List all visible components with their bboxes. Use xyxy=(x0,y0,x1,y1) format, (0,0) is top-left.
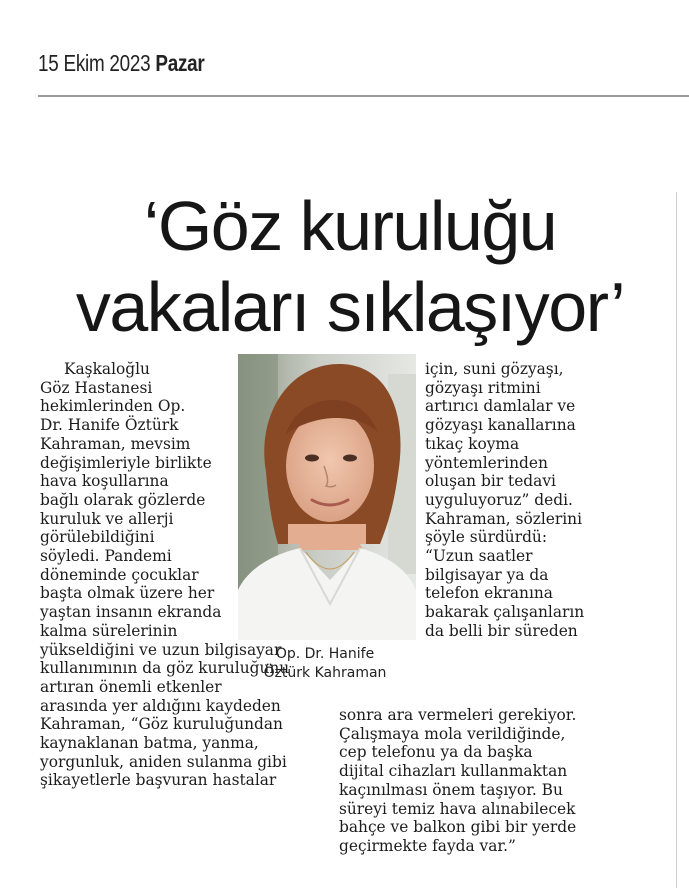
article-line: Kahraman, mevsim xyxy=(40,434,191,453)
article-right-column-top xyxy=(425,360,595,641)
article-line: bahçe ve balkon gibi bir yerde xyxy=(339,818,577,837)
headline xyxy=(40,186,660,348)
article-line: oluşan bir tedavi xyxy=(425,472,556,491)
article-line: bakarak çalışanların xyxy=(425,603,585,622)
article-line: geçirmekte fayda var.” xyxy=(339,836,516,855)
photo-caption xyxy=(245,645,405,683)
article-line: kullanımının da göz kuruluğunu xyxy=(40,659,290,678)
article-line: Göz Hastanesi xyxy=(40,378,153,397)
caption-line-1: Op. Dr. Hanife xyxy=(275,646,375,662)
article-line: bağlı olarak gözlerde xyxy=(40,490,206,509)
article-line: Kahraman, “Göz kuruluğundan xyxy=(40,715,283,734)
article-line: başta olmak üzere her xyxy=(40,584,215,603)
caption-line-2: Öztürk Kahraman xyxy=(263,665,387,681)
article-line: için, suni gözyaşı, xyxy=(425,360,564,378)
article-line: da belli bir süreden xyxy=(425,621,578,640)
header-rule xyxy=(38,95,689,97)
publication-day: Pazar xyxy=(155,50,205,76)
article-line: gözyaşı kanallarına xyxy=(425,416,576,435)
article-line: tıkaç koyma xyxy=(425,434,520,453)
article-line: kaynaklanan batma, yanma, xyxy=(40,734,259,753)
article-line: bilgisayar ya da xyxy=(425,565,549,584)
article-line: uyguluyoruz” dedi. xyxy=(425,490,573,509)
article-right-column-bottom xyxy=(339,706,639,856)
article-line: süreyi temiz hava alınabilecek xyxy=(339,799,576,818)
article-line: şikayetlerle başvuran hastalar xyxy=(40,771,277,790)
article-line: döneminde çocuklar xyxy=(40,565,199,584)
article-line: sonra ara vermeleri gerekiyor. xyxy=(339,706,577,724)
article-line: söyledi. Pandemi xyxy=(40,547,172,566)
article-line: Kaşkaloğlu xyxy=(64,360,150,378)
article-line: yükseldiğini ve uzun bilgisayar xyxy=(40,640,282,659)
article-line: Dr. Hanife Öztürk xyxy=(40,416,179,435)
article-line: değişimleriyle birlikte xyxy=(40,453,212,472)
headline-line-1: ‘Göz kuruluğu xyxy=(143,187,557,265)
article-line: telefon ekranına xyxy=(425,584,553,603)
doctor-portrait-photo xyxy=(238,354,416,640)
dateline xyxy=(38,50,204,77)
article-line: yöntemlerinden xyxy=(425,453,548,472)
article-line: dijital cihazları kullanmaktan xyxy=(339,762,568,781)
article-line: gözyaşı ritmini xyxy=(425,378,541,397)
publication-date: 15 Ekim 2023 xyxy=(38,50,151,76)
article-line: yaştan insanın ekranda xyxy=(40,603,222,622)
article-line: artırıcı damlalar ve xyxy=(425,397,576,416)
article-line: yorgunluk, aniden sulanma gibi xyxy=(40,752,287,771)
article-line: Çalışmaya mola verildiğinde, xyxy=(339,724,566,743)
article-line: şöyle sürdürdü: xyxy=(425,528,548,547)
article-line: Kahraman, sözlerini xyxy=(425,509,583,528)
column-rule xyxy=(676,192,677,888)
article-line: arasında yer aldığını kaydeden xyxy=(40,696,281,715)
portrait-illustration xyxy=(238,354,416,640)
article-line: hava koşullarına xyxy=(40,472,169,491)
article-line: cep telefonu ya da başka xyxy=(339,743,533,762)
article-line: hekimlerinden Op. xyxy=(40,397,186,416)
article-line: görülebildiğini xyxy=(40,528,155,547)
headline-line-2: vakaları sıklaşıyor’ xyxy=(75,268,625,346)
article-line: kaçınılması önem taşıyor. Bu xyxy=(339,780,563,799)
article-line: kalma sürelerinin xyxy=(40,621,178,640)
article-line: artıran önemli etkenler xyxy=(40,677,222,696)
article-line: “Uzun saatler xyxy=(425,547,533,566)
article-line: kuruluk ve allerji xyxy=(40,509,174,528)
